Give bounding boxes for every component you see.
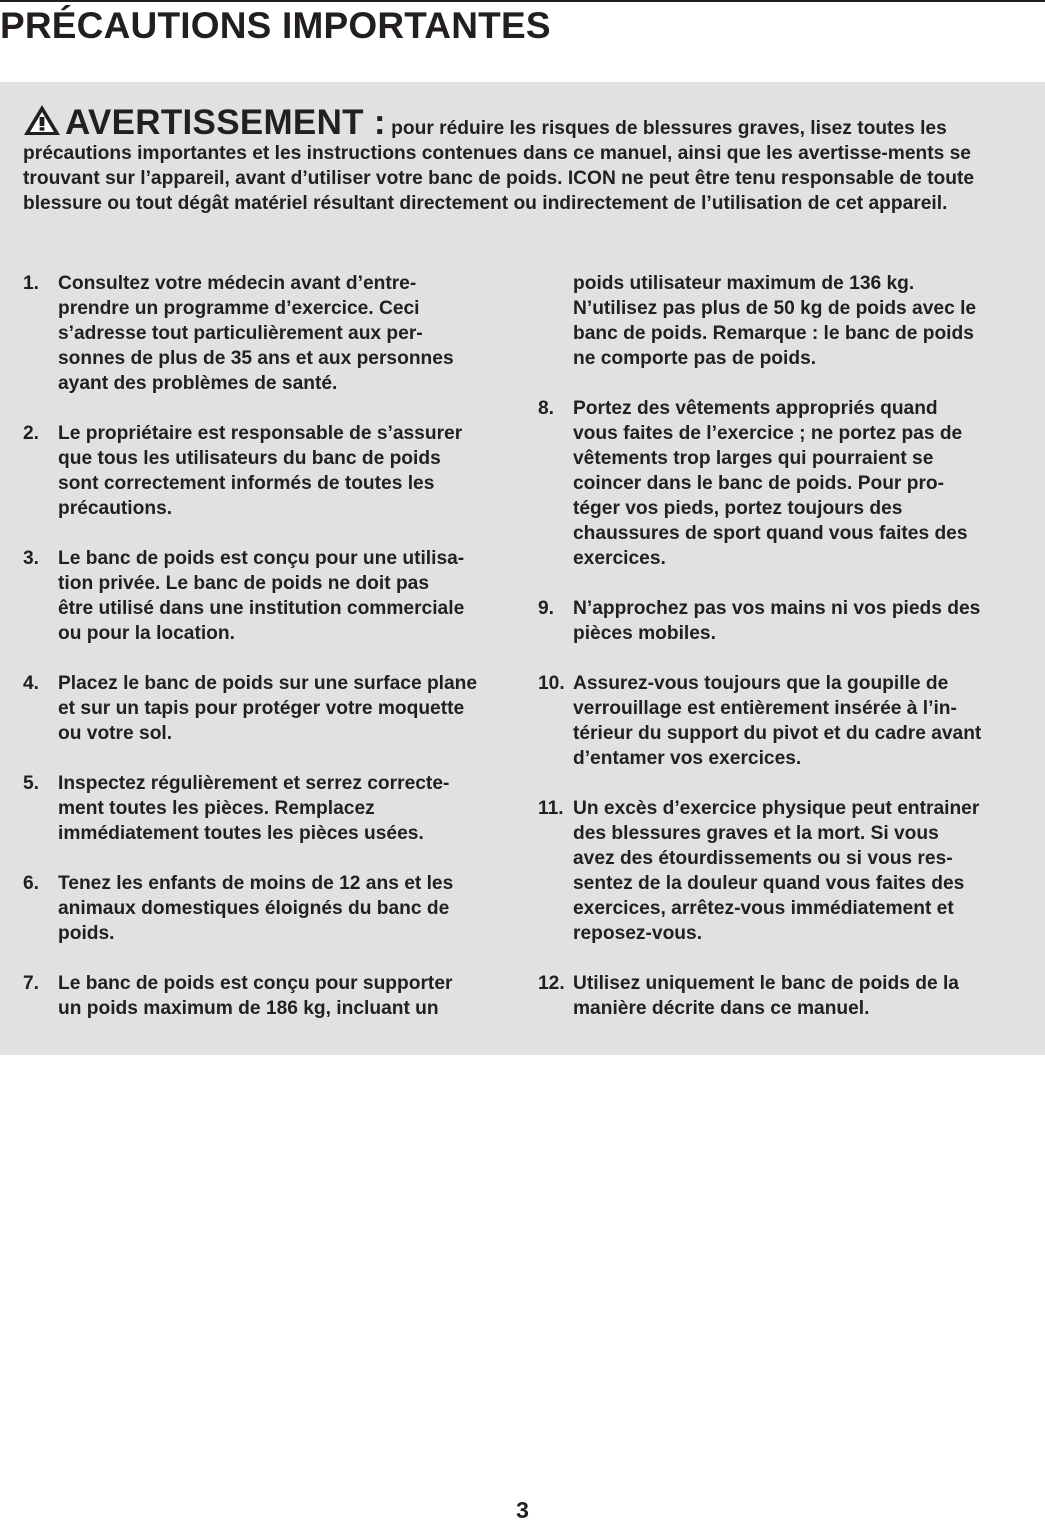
precaution-item-2 [23,421,513,521]
item-line: banc de poids. Remarque : le banc de poids [573,323,974,344]
item-number: 10. [538,673,565,694]
item-line: vêtements trop larges qui pourraient se [573,448,934,469]
item-line: Le banc de poids est conçu pour supporter [58,973,453,994]
item-line: Le banc de poids est conçu pour une utilisa- [58,548,465,569]
item-number: 4. [23,673,40,694]
precaution-item-4 [23,671,513,746]
precautions-left-column [23,271,513,1046]
item-line: sentez de la douleur quand vous faites des [573,873,965,894]
item-line: exercices. [573,548,666,569]
precaution-item-9 [538,596,1028,646]
item-line: d’entamer vos exercices. [573,748,802,769]
item-line: N’approchez pas vos mains ni vos pieds des [573,598,981,619]
item-line: chaussures de sport quand vous faites des [573,523,968,544]
item-line: Un excès d’exercice physique peut entrainer [573,798,980,819]
top-rule [0,0,1045,2]
item-line: sont correctement informés de toutes les [58,473,435,494]
item-line: animaux domestiques éloignés du banc de [58,898,450,919]
precaution-item-5 [23,771,513,846]
precaution-item-12 [538,971,1028,1021]
precaution-item-10 [538,671,1028,771]
item-line: précautions. [58,498,173,519]
item-line: des blessures graves et la mort. Si vous [573,823,939,844]
item-number: 8. [538,398,555,419]
precaution-item-6 [23,871,513,946]
item-line: que tous les utilisateurs du banc de poids [58,448,441,469]
item-number: 12. [538,973,565,994]
item-line: manière décrite dans ce manuel. [573,998,870,1019]
item-number: 3. [23,548,40,569]
item-line: être utilisé dans une institution commerciale [58,598,465,619]
warning-text: pour réduire les risques de blessures graves, lisez toutes les précautions importantes et les instructions contenues dans ce manuel, ainsi que les avertisse-ments se trouvant sur l’appareil, avant d’utiliser votre banc de poids. ICON ne peut être tenu responsable de toute blessure ou tout dégât matériel résultant directement ou indirectement de l’utilisation de cet appareil. [23,118,975,214]
item-line: avez des étourdissements ou si vous res- [573,848,953,869]
warning-heading [23,103,386,142]
precaution-item-11 [538,796,1028,946]
item-line: Inspectez régulièrement et serrez correcte- [58,773,450,794]
precaution-item-7 [23,971,513,1021]
item-line: immédiatement toutes les pièces usées. [58,823,424,844]
page-title: PRÉCAUTIONS IMPORTANTES [0,5,551,46]
item-line: coincer dans le banc de poids. Pour pro- [573,473,945,494]
item-line: verrouillage est entièrement insérée à l’in- [573,698,957,719]
warning-heading-text: AVERTISSEMENT : [65,103,386,142]
item-line: Le propriétaire est responsable de s’assurer [58,423,463,444]
item-line: vous faites de l’exercice ; ne portez pas de [573,423,963,444]
item-line: tion privée. Le banc de poids ne doit pas [58,573,430,594]
item-line: ayant des problèmes de santé. [58,373,338,394]
item-line: s’adresse tout particulièrement aux per- [58,323,423,344]
item-line: prendre un programme d’exercice. Ceci [58,298,420,319]
item-line: et sur un tapis pour protéger votre moquette [58,698,465,719]
item-line: téger vos pieds, portez toujours des [573,498,903,519]
item-line: Assurez-vous toujours que la goupille de [573,673,949,694]
item-line: ou votre sol. [58,723,173,744]
item-line: Portez des vêtements appropriés quand [573,398,938,419]
item-line: N’utilisez pas plus de 50 kg de poids avec le [573,298,977,319]
item-line: poids utilisateur maximum de 136 kg. [573,273,915,294]
precaution-item-7-continuation [538,271,1028,371]
item-line: exercices, arrêtez-vous immédiatement et [573,898,954,919]
precaution-item-8 [538,396,1028,571]
item-number: 1. [23,273,40,294]
item-line: pièces mobiles. [573,623,716,644]
precaution-item-1 [23,271,513,396]
item-line: ment toutes les pièces. Remplacez [58,798,375,819]
item-number: 2. [23,423,40,444]
item-line: térieur du support du pivot et du cadre avant [573,723,982,744]
item-number: 11. [538,798,564,819]
item-line: reposez-vous. [573,923,703,944]
item-line: sonnes de plus de 35 ans et aux personnes [58,348,454,369]
item-number: 7. [23,973,40,994]
precaution-item-3 [23,546,513,646]
item-line: Placez le banc de poids sur une surface plane [58,673,478,694]
item-line: poids. [58,923,115,944]
item-line: Consultez votre médecin avant d’entre- [58,273,417,294]
precautions-right-column [538,271,1028,1046]
warning-triangle-icon [23,104,61,136]
page-number: 3 [516,1497,529,1523]
item-number: 5. [23,773,40,794]
item-line: Tenez les enfants de moins de 12 ans et les [58,873,454,894]
item-line: ou pour la location. [58,623,235,644]
item-line: un poids maximum de 186 kg, incluant un [58,998,439,1019]
item-line: ne comporte pas de poids. [573,348,817,369]
item-line: Utilisez uniquement le banc de poids de la [573,973,959,994]
item-number: 6. [23,873,40,894]
item-number: 9. [538,598,555,619]
warning-block [23,104,1023,216]
